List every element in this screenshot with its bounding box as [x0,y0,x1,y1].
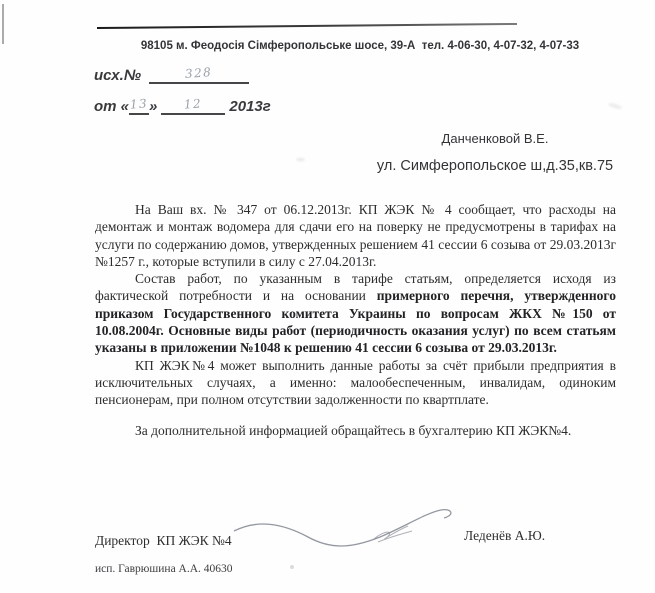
recipient-address: ул. Симферопольское ш,д.35,кв.75 [376,158,614,174]
body-text-bold: примерного перечня, утвержденного приказом Государственного комитета Украины по вопросам ЖКХ №150 от 10.08.2004г. Основные виды работ (периодичность оказания услуг) по всем статьям указаны в приложении №1048 к решению 41 сессии 6 созыва от 29.03.2013г. [95,288,616,356]
recipient-name: Данченковой В.Е. [441,131,549,146]
scan-edge-artifact [2,4,4,44]
date-close-quote: » [149,98,158,115]
body-text: КП ЖЭК№4 может выполнить данные работы за счёт прибыли предприятия в исключительных случаях, а именно: малообеспеченным, инвалидам, одиноким пенсионерам, при полном отсутствии задолженности по квартплате. [95,357,616,408]
executor-line: исп. Гаврюшина А.А. 40630 [95,563,233,575]
date-month-blank [161,97,225,115]
body-paragraph [95,270,616,356]
scan-smudge [296,158,305,161]
outgoing-number-handwritten: 328 [184,65,214,81]
body-paragraph [95,201,616,270]
outgoing-number-blank [149,66,249,84]
signature-scribble [228,497,473,561]
date-prefix: от « [94,98,130,115]
scan-smudge [290,565,294,569]
recipient-block [339,131,651,174]
body-text: За дополнительной информацией обращайтесь в бухгалтерию КП ЖЭК№4. [135,422,572,438]
outgoing-number-label: исх.№ [94,67,142,84]
date-year: 2013г [229,98,271,115]
date-day-handwritten: 13 [129,96,149,112]
date-month-handwritten: 12 [183,96,203,112]
letterhead-address: 98105 м. Феодосія Сімферопольське шосе, 39-А тел. 4-06-30, 4-07-32, 4-07-33 [140,40,580,52]
body-text: Состав работ, по указанным в тарифе статьям, определяется исходя из фактической потребности и на основании [95,271,616,304]
letter-body [95,201,616,439]
body-paragraph [95,422,616,439]
scan-smudge [608,102,623,110]
date-line [94,97,271,115]
body-text: На Ваш вх. № 347 от 06.12.2013г. КП ЖЭК № 4 сообщает, что расходы на демонтаж и монтаж водомера для сдачи его на поверку не предусмотрены в тарифах на услуги по содержанию домов, утвержденных решением 41 сессии 6 созыва от 29.03.2013г №1257 г., которые вступили в силу с 27.04.2013г. [95,202,616,269]
body-paragraph [95,357,616,409]
signer-name: Леденёв А.Ю. [464,528,546,543]
signer-position-title: Директор КП ЖЭК №4 [95,533,232,548]
date-day-blank [129,97,149,115]
outgoing-number-line [94,66,249,84]
letterhead-rule [97,23,517,29]
